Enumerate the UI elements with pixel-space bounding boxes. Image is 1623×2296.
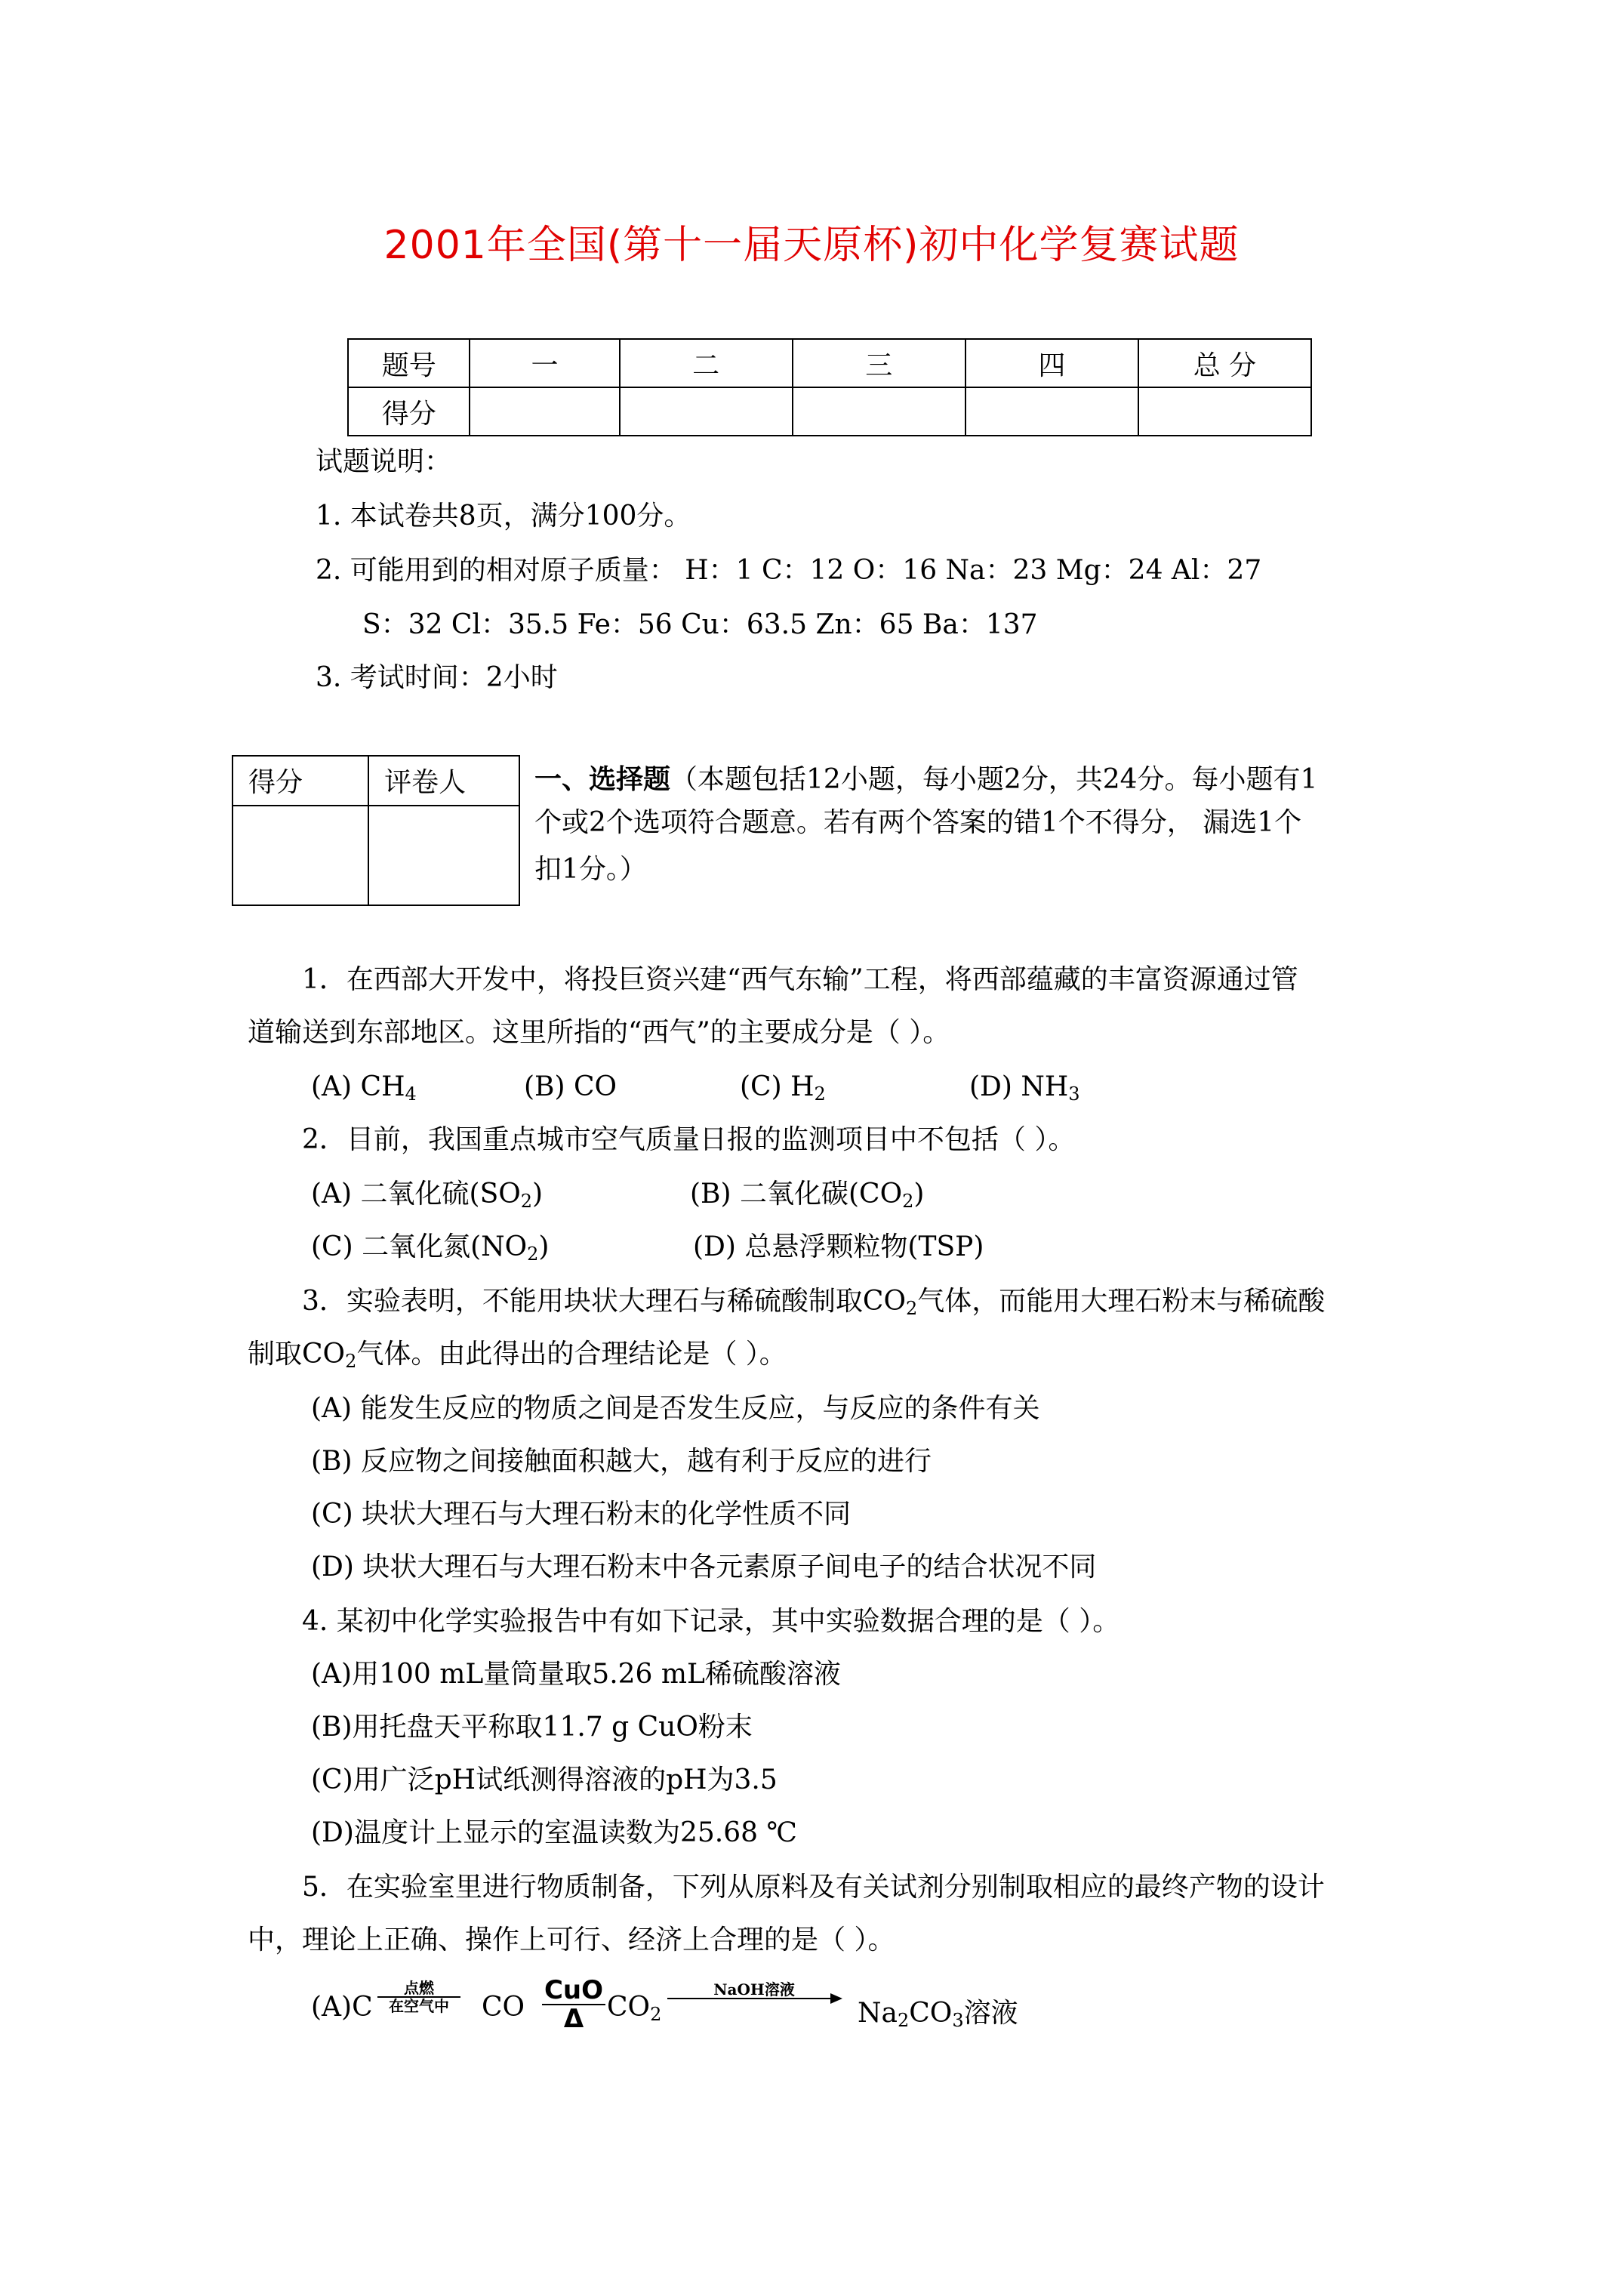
grader-score-label: 得分 <box>233 756 368 806</box>
score-cell <box>965 387 1138 436</box>
score-header-cell: 题号 <box>348 339 470 387</box>
option: (A)用100 mL量筒量取5.26 mL稀硫酸溶液 <box>311 1659 841 1690</box>
exam-title: 2001年全国(第十一届天原杯)初中化学复赛试题 <box>383 223 1240 268</box>
score-cell <box>620 387 793 436</box>
score-header-cell: 四 <box>965 339 1138 387</box>
reaction-arrow <box>377 1980 460 2014</box>
section-title: 一、选择题 <box>534 763 671 795</box>
option: (C)用广泛pH试纸测得溶液的pH为3.5 <box>311 1764 778 1795</box>
instruction-item: S：32 Cl：35.5 Fe：56 Cu：63.5 Zn：65 Ba：137 <box>362 609 1038 640</box>
instruction-item: 2. 可能用到的相对原子质量： H：1 C：12 O：16 Na：23 Mg：24 Al：27 <box>316 555 1262 586</box>
option: (C) 块状大理石与大理石粉末的化学性质不同 <box>311 1499 852 1530</box>
intermediate-co: CO <box>482 1992 525 2023</box>
score-cell <box>1138 387 1311 436</box>
option: (B) CO <box>524 1071 617 1102</box>
final-product: $Na_2CO_3$溶液 <box>858 1998 1018 2031</box>
option: (D) 总悬浮颗粒物(TSP) <box>693 1231 984 1262</box>
grader-name-label: 评卷人 <box>368 756 519 806</box>
section-description: （本题包括12小题，每小题2分，共24分。每小题有1 <box>670 764 1318 795</box>
instructions-heading: 试题说明： <box>316 446 452 477</box>
option: (B)用托盘天平称取11.7 g CuO粉末 <box>311 1712 753 1743</box>
score-row-label: 得分 <box>348 387 470 436</box>
instruction-item: 3. 考试时间：2小时 <box>316 662 558 693</box>
section-heading <box>534 763 1317 797</box>
option: (A) $CH_4$ <box>311 1071 417 1105</box>
reaction-arrow <box>667 1981 841 1999</box>
option: (C) $H_2$ <box>740 1071 826 1105</box>
table-row <box>233 756 519 806</box>
question-text: 4. 某初中化学实验报告中有如下记录，其中实验数据合理的是（ ）。 <box>302 1606 1120 1637</box>
score-header-cell: 一 <box>470 339 619 387</box>
option: (D) 块状大理石与大理石粉末中各元素原子间电子的结合状况不同 <box>311 1552 1097 1583</box>
table-row <box>233 806 519 905</box>
table-row <box>348 387 1311 436</box>
question-text: 道输送到东部地区。这里所指的“西气”的主要成分是（ ）。 <box>248 1017 950 1048</box>
question-text: 5．在实验室里进行物质制备，下列从原料及有关试剂分别制取相应的最终产物的设计 <box>302 1872 1325 1903</box>
grader-table <box>232 755 520 906</box>
score-header-cell: 总 分 <box>1138 339 1311 387</box>
option: (A) 二氧化硫$(SO_2)$ <box>311 1179 544 1212</box>
option: (C) 二氧化氮$(NO_2)$ <box>311 1231 550 1265</box>
arrow-condition-top: 点燃 <box>404 1979 434 1997</box>
question-text: 制取$CO_2$气体。由此得出的合理结论是（ ）。 <box>248 1339 787 1372</box>
option: (A) 能发生反应的物质之间是否发生反应，与反应的条件有关 <box>311 1393 1040 1424</box>
question-text: 1．在西部大开发中，将投巨资兴建“西气东输”工程，将西部蕴藏的丰富资源通过管 <box>302 964 1298 995</box>
section-description: 个或2个选项符合题意。若有两个答案的错1个不得分， 漏选1个 <box>534 807 1302 838</box>
reaction-arrow <box>542 1977 605 2032</box>
score-header-cell: 三 <box>793 339 965 387</box>
arrow-line <box>542 2004 605 2005</box>
table-row <box>348 339 1311 387</box>
arrow-condition-top: NaOH溶液 <box>713 1980 795 1999</box>
question-text: 3．实验表明，不能用块状大理石与稀硫酸制取$CO_2$气体，而能用大理石粉末与稀硫酸 <box>302 1286 1326 1319</box>
option: (B) 二氧化碳$(CO_2)$ <box>690 1179 925 1212</box>
option: (D) $NH_3$ <box>969 1071 1080 1105</box>
score-header-cell: 二 <box>620 339 793 387</box>
question-text: 中，理论上正确、操作上可行、经济上合理的是（ ）。 <box>248 1925 895 1955</box>
arrow-line <box>377 1996 460 1998</box>
instruction-item: 1. 本试卷共8页，满分100分。 <box>316 501 691 532</box>
intermediate-co2: $CO_2$ <box>607 1992 662 2025</box>
grader-score-cell <box>233 806 368 905</box>
arrow-condition-top: CuO <box>544 1975 604 2005</box>
question-text: 2．目前，我国重点城市空气质量日报的监测项目中不包括（ ）。 <box>302 1124 1076 1155</box>
score-cell <box>793 387 965 436</box>
section-description: 扣1分。） <box>534 854 647 885</box>
reaction-start: (A)C <box>311 1992 373 2023</box>
score-cell <box>470 387 619 436</box>
score-table <box>347 338 1312 436</box>
grader-name-cell <box>368 806 519 905</box>
arrow-line <box>667 1998 841 1999</box>
option: (D)温度计上显示的室温读数为25.68 ℃ <box>311 1817 797 1848</box>
arrow-condition-bottom: 在空气中 <box>389 1997 449 2015</box>
arrow-condition-bottom: Δ <box>563 2004 584 2034</box>
option: (B) 反应物之间接触面积越大，越有利于反应的进行 <box>311 1446 932 1477</box>
